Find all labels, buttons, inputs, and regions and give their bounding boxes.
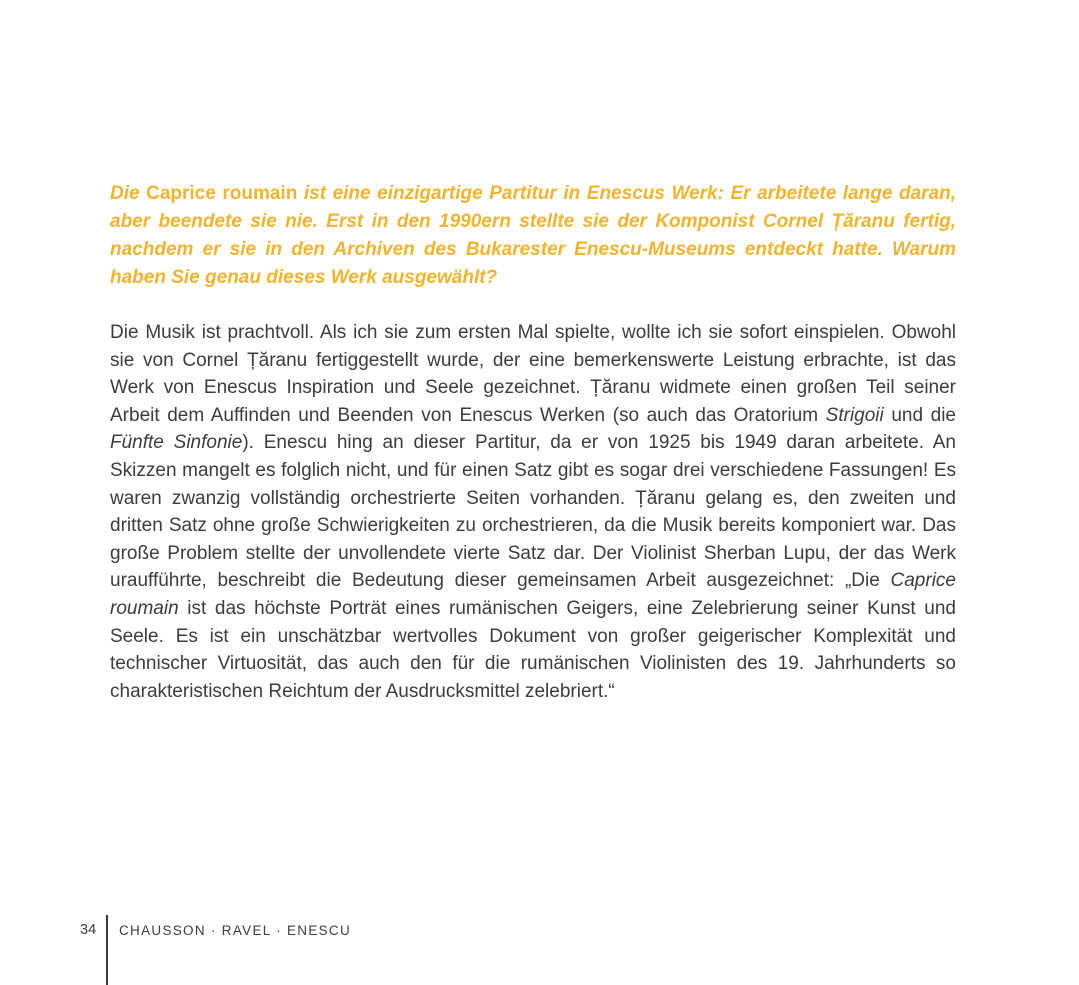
work-title-fuenfte-sinfonie: Fünfte Sinfonie	[110, 432, 243, 454]
answer-segment: Die Musik ist prachtvoll. Als ich sie zum ersten Mal spielte, wollte ich sie sofort einspielen. Obwohl sie von Cornel Țăranu fertiggestellt wurde, der eine bemerkenswerte Leistung erbrachte, ist das Werk von Enescus Inspiration und Seele gezeichnet. Țăranu widmete einen großen Teil seiner Arbeit dem Auffinden und Beenden von Enescus Werken (so auch das Oratorium	[110, 322, 956, 426]
answer-segment: ist das höchste Porträt eines rumänischen Geigers, eine Zelebrierung seiner Kunst und Seele. Es ist ein unschätzbar wertvolles Dokument von großer geigerischer Komplexität und technischer Virtuosität, das auch den für die rumänischen Violinisten des 19. Jahrhunderts so charakteristischen Reichtum der Ausdrucksmittel zelebriert.“	[110, 597, 956, 702]
work-title: Caprice roumain	[146, 183, 298, 204]
text-column	[110, 180, 956, 705]
interview-answer	[110, 319, 956, 705]
footer-divider-line	[106, 915, 108, 985]
answer-segment: und die	[883, 404, 956, 426]
answer-segment: ). Enescu hing an dieser Partitur, da er von 1925 bis 1949 daran arbeitete. An Skizzen mangelt es folglich nicht, und für einen Satz gibt es sogar drei verschiedene Fassungen! Es waren zwanzig vollständig orchestrierte Seiten vorhanden. Țăranu gelang es, den zweiten und dritten Satz ohne große Schwierigkeiten zu orchestrieren, da die Musik bereits komponiert war. Das große Problem stellte der unvollendete vierte Satz dar. Der Violinist Sherban Lupu, der das Werk uraufführte, beschreibt die Bedeutung dieser gemeinsamen Arbeit ausgezeichnet: „Die	[110, 432, 956, 592]
question-segment: ist eine einzigartige Partitur in Enescus Werk: Er arbeitete lange daran, aber beendete sie nie. Erst in den 1990ern stellte sie der Komponist Cornel Țăranu fertig, nachdem er sie in den Archiven des Bukarester Enescu-Museums entdeckt hatte. Warum haben Sie genau dieses Werk ausgewählt?	[110, 183, 956, 288]
footer-page-number: 34	[80, 922, 97, 938]
work-title-caprice-roumain: Caprice roumain	[110, 570, 956, 619]
interview-question	[110, 180, 956, 292]
question-segment: Die	[110, 183, 147, 204]
work-title-strigoii: Strigoii	[825, 404, 884, 426]
footer-series-title: CHAUSSON · RAVEL · ENESCU	[119, 923, 352, 938]
